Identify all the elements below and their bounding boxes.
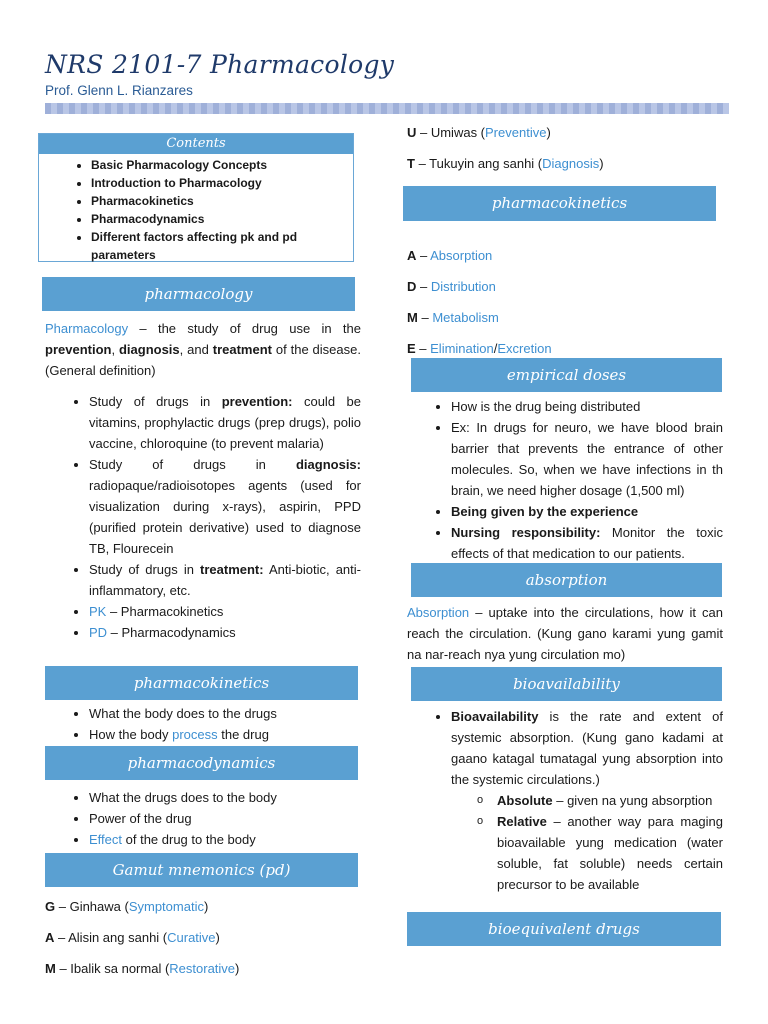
item-text: – another way para maging bioavailable yung medication (water soluble, fat soluble) needs certain precursor to be available	[497, 814, 723, 892]
item-bold: Relative	[497, 814, 547, 829]
item-text: – Pharmacokinetics	[106, 604, 224, 619]
mnemonic-text: )	[546, 125, 551, 140]
absorption-term: Absorption	[407, 605, 470, 620]
item-bold: prevention:	[221, 394, 293, 409]
pk-abbr: PK	[89, 604, 107, 619]
pd-abbr: PD	[89, 625, 108, 640]
item-text: could be vitamins, prophylactic drugs (prep drugs), polio vaccine, chloroquine (to prevent malaria)	[89, 394, 362, 451]
gamut-banner: Gamut mnemonics (pd)	[45, 853, 358, 887]
adme-dash: –	[415, 341, 431, 356]
item-text: Monitor the toxic effects of that medication to our patients.	[451, 525, 723, 561]
contents-item: • Basic Pharmacology Concepts	[91, 156, 353, 174]
mnemonic-t	[407, 148, 723, 179]
list-item: • What the drugs does to the body	[89, 787, 361, 808]
list-item	[89, 559, 361, 601]
treatment-word: treatment	[212, 342, 272, 357]
contents-heading: Contents	[39, 134, 353, 154]
adme-slash: /	[493, 341, 498, 356]
sub-item	[497, 811, 723, 895]
list-item: • Power of the drug	[89, 808, 361, 829]
item-text: of the drug to the body	[122, 832, 256, 847]
mnemonic-text: – Ginhawa (	[55, 899, 129, 914]
process-word: process	[172, 727, 218, 742]
adme-term: Elimination	[430, 341, 494, 356]
pharmacology-term: Pharmacology	[45, 321, 129, 336]
item-text: Study of drugs in	[89, 562, 201, 577]
list-item: • How is the drug being distributed	[451, 396, 723, 417]
item-bold: diagnosis:	[295, 457, 361, 472]
mnemonic-text: )	[235, 961, 240, 976]
diagnosis-word: diagnosis	[118, 342, 180, 357]
header-divider	[45, 103, 729, 114]
mnemonic-keyword: Curative	[167, 930, 216, 945]
pharmacology-definition	[45, 318, 361, 381]
item-text: is the rate and extent of systemic absorption. (Kung gano kadami at gaano katagal tumatagal yung absorption into the systemic circulations.)	[451, 709, 723, 787]
sub-list	[451, 790, 723, 895]
item-text: How the body	[89, 727, 173, 742]
bioavailability-banner: bioavailability	[411, 667, 722, 701]
mnemonic-letter: A	[45, 930, 55, 945]
adme-dash: –	[416, 248, 431, 263]
mnemonic-a	[45, 922, 361, 953]
empirical-banner: empirical doses	[411, 358, 722, 392]
document-title: NRS 2101-7 Pharmacology	[45, 50, 395, 79]
item-text: radiopaque/radioisotopes agents (used for visualization during x-rays), aspirin, PPD (purified protein derivative) used to diagnose TB, Flourecein	[89, 478, 361, 556]
definition-text: of the disease. (General definition)	[45, 342, 361, 378]
mnemonic-letter: M	[45, 961, 56, 976]
item-text: – given na yung absorption	[552, 793, 713, 808]
sub-item	[497, 790, 723, 811]
pharmacology-banner: pharmacology	[42, 277, 355, 311]
mnemonic-text: )	[215, 930, 220, 945]
mnemonic-keyword: Preventive	[485, 125, 547, 140]
professor-name: Prof. Glenn L. Rianzares	[45, 83, 193, 98]
list-item	[89, 724, 361, 745]
item-bold: treatment:	[200, 562, 264, 577]
item-text: the drug	[217, 727, 269, 742]
pk-banner-right: pharmacokinetics	[403, 186, 716, 221]
pharmacodynamics-banner: pharmacodynamics	[45, 746, 358, 780]
mnemonic-m	[45, 953, 361, 984]
list-item	[89, 454, 361, 559]
contents-item: • Different factors affecting pk and pd parameters	[91, 228, 353, 264]
adme-a	[407, 240, 723, 271]
adme-term: Excretion	[497, 341, 552, 356]
pharmacodynamics-bullets	[45, 787, 361, 850]
empirical-bullets	[407, 396, 723, 564]
contents-item: • Introduction to Pharmacology	[91, 174, 353, 192]
adme-letter: M	[407, 310, 418, 325]
list-item	[89, 391, 361, 454]
mnemonic-u	[407, 117, 723, 148]
mnemonic-text: – Tukuyin ang sanhi (	[414, 156, 543, 171]
pharmacology-bullets	[45, 391, 361, 643]
item-bold: Nursing responsibility:	[451, 525, 601, 540]
gamut-list	[45, 891, 361, 984]
list-item	[89, 622, 361, 643]
adme-letter: A	[407, 248, 417, 263]
mnemonic-text: )	[599, 156, 604, 171]
mnemonic-keyword: Symptomatic	[128, 899, 204, 914]
adme-term: Distribution	[430, 279, 496, 294]
mnemonic-text: – Ibalik sa normal (	[55, 961, 170, 976]
bioequivalent-banner: bioequivalent drugs	[407, 912, 721, 946]
mnemonic-g	[45, 891, 361, 922]
list-item	[451, 522, 723, 564]
definition-text: , and	[179, 342, 213, 357]
item-text: Study of drugs in	[89, 394, 222, 409]
bioavailability-bullets	[407, 706, 723, 895]
adme-dash: –	[416, 279, 431, 294]
definition-text: ,	[111, 342, 119, 357]
gamut-continued	[407, 117, 723, 179]
adme-term: Absorption	[430, 248, 493, 263]
contents-list	[39, 156, 353, 264]
item-text: Study of drugs in	[89, 457, 296, 472]
mnemonic-keyword: Diagnosis	[542, 156, 600, 171]
contents-item: • Pharmacodynamics	[91, 210, 353, 228]
mnemonic-letter: T	[407, 156, 415, 171]
adme-list	[407, 240, 723, 364]
adme-d	[407, 271, 723, 302]
definition-text: – the study of drug use in the	[128, 321, 361, 336]
list-item	[89, 829, 361, 850]
mnemonic-letter: U	[407, 125, 417, 140]
list-item	[451, 706, 723, 895]
mnemonic-text: – Umiwas (	[416, 125, 486, 140]
mnemonic-letter: G	[45, 899, 56, 914]
pharmacokinetics-bullets	[45, 703, 361, 745]
absorption-definition	[407, 602, 723, 665]
adme-m	[407, 302, 723, 333]
item-bold: Bioavailability	[451, 709, 539, 724]
item-text: Anti-biotic, anti-inflammatory, etc.	[89, 562, 361, 598]
list-item	[89, 601, 361, 622]
list-item: • Being given by the experience	[451, 501, 723, 522]
absorption-banner: absorption	[411, 563, 722, 597]
adme-letter: D	[407, 279, 417, 294]
list-item: • What the body does to the drugs	[89, 703, 361, 724]
adme-letter: E	[407, 341, 416, 356]
adme-term: Metabolism	[432, 310, 499, 325]
contents-box	[38, 133, 354, 262]
effect-word: Effect	[89, 832, 123, 847]
mnemonic-text: )	[203, 899, 209, 914]
mnemonic-keyword: Restorative	[169, 961, 236, 976]
item-bold: Absolute	[497, 793, 553, 808]
list-item: • Ex: In drugs for neuro, we have blood brain barrier that prevents the entrance of other molecules. So, when we have infections in th brain, we need higher dosage (1,500 ml)	[451, 417, 723, 501]
adme-dash: –	[417, 310, 433, 325]
pharmacokinetics-banner: pharmacokinetics	[45, 666, 358, 700]
contents-item: • Pharmacokinetics	[91, 192, 353, 210]
mnemonic-text: – Alisin ang sanhi (	[54, 930, 168, 945]
item-text: – Pharmacodynamics	[107, 625, 236, 640]
definition-text: – uptake into the circulations, how it can reach the circulation. (Kung gano karami yung gamit na nar-reach nya yung circulation mo)	[407, 605, 723, 662]
prevention-word: prevention	[45, 342, 112, 357]
